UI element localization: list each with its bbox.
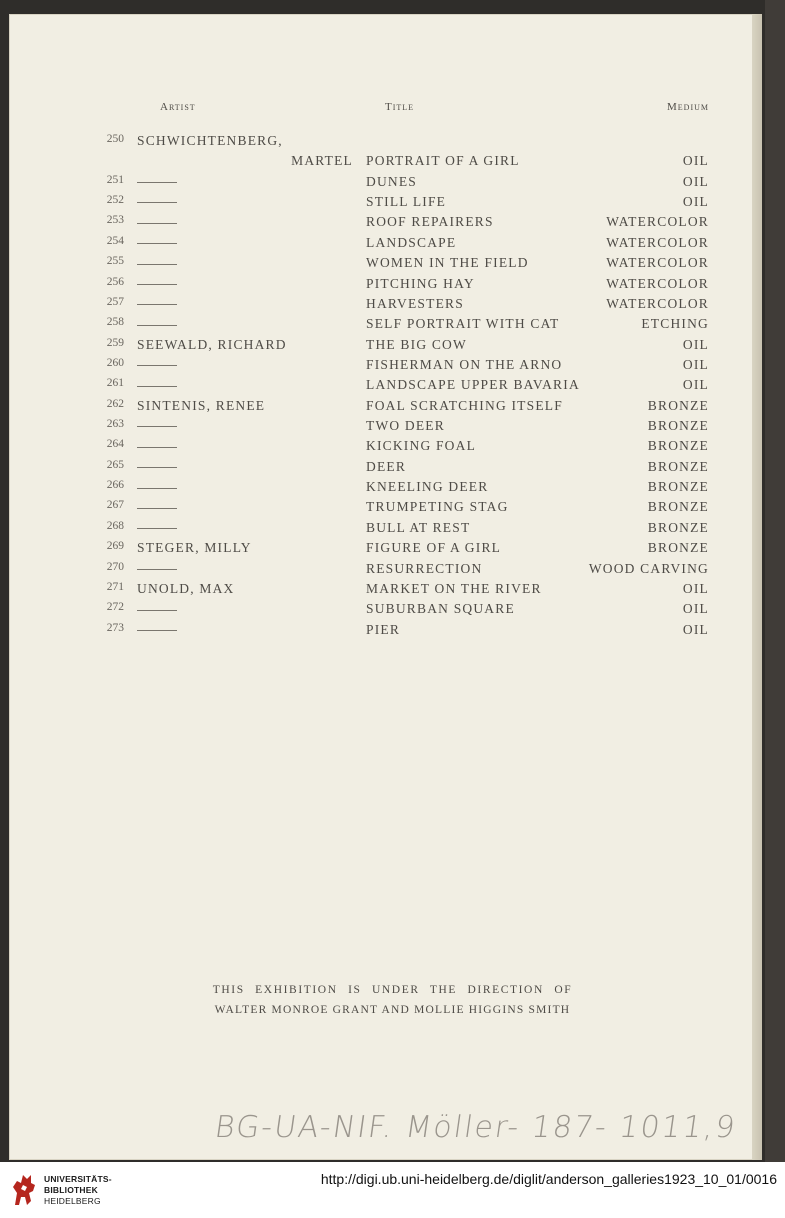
entry-number: 264 bbox=[106, 438, 124, 451]
header-title: Title bbox=[385, 101, 415, 113]
ditto-dash bbox=[137, 276, 177, 292]
entry-title: TWO DEER bbox=[366, 418, 445, 434]
entry-medium: WATERCOLOR bbox=[606, 234, 709, 250]
entry-artist: UNOLD, MAX bbox=[137, 580, 235, 596]
entry-number: 252 bbox=[106, 194, 124, 207]
entry-medium: BRONZE bbox=[647, 499, 709, 515]
list-item bbox=[0, 601, 785, 621]
entry-number: 268 bbox=[106, 519, 124, 532]
list-item bbox=[0, 561, 785, 581]
entry-number: 259 bbox=[106, 336, 124, 349]
entry-title: SUBURBAN SQUARE bbox=[366, 601, 515, 617]
direction-line-1: THIS EXHIBITION IS UNDER THE DIRECTION OF bbox=[212, 984, 573, 996]
list-item bbox=[0, 622, 785, 642]
list-item bbox=[0, 479, 785, 499]
entry-number: 258 bbox=[106, 316, 124, 329]
entry-number: 253 bbox=[106, 214, 124, 227]
entry-number: 266 bbox=[106, 479, 124, 492]
handwritten-shelfmark: BG-UA-NIF. Möller- 187- 1011,9 bbox=[212, 1110, 739, 1145]
entry-medium: BRONZE bbox=[647, 418, 709, 434]
entry-medium: OIL bbox=[682, 153, 709, 169]
entry-number: 271 bbox=[106, 580, 124, 593]
entry-artist: SCHWICHTENBERG, bbox=[137, 133, 283, 148]
entry-number: 250 bbox=[106, 133, 124, 145]
ditto-dash bbox=[137, 601, 177, 617]
entry-title: SELF PORTRAIT WITH CAT bbox=[366, 316, 560, 332]
entry-number: 273 bbox=[106, 621, 124, 634]
entry-medium: WATERCOLOR bbox=[606, 255, 709, 271]
entry-title: WOMEN IN THE FIELD bbox=[366, 255, 529, 271]
entry-medium: WATERCOLOR bbox=[606, 275, 709, 291]
entry-number: 262 bbox=[106, 397, 124, 410]
entry-title: RESURRECTION bbox=[366, 560, 483, 576]
header-artist: Artist bbox=[160, 101, 196, 113]
entry-medium: ETCHING bbox=[641, 316, 709, 332]
ditto-dash bbox=[137, 622, 177, 638]
entry-medium: OIL bbox=[682, 621, 709, 637]
list-item bbox=[0, 174, 785, 194]
entry-title: FOAL SCRATCHING ITSELF bbox=[366, 397, 563, 413]
entry-title: FIGURE OF A GIRL bbox=[366, 540, 502, 556]
entry-title: KNEELING DEER bbox=[366, 479, 489, 495]
list-item bbox=[0, 459, 785, 479]
list-item bbox=[0, 418, 785, 438]
entry-number: 260 bbox=[106, 356, 124, 369]
entry-number: 265 bbox=[106, 458, 124, 471]
ditto-dash bbox=[137, 438, 177, 454]
list-item bbox=[0, 540, 785, 560]
list-item bbox=[0, 499, 785, 519]
entry-number: 269 bbox=[106, 540, 124, 553]
list-item bbox=[0, 255, 785, 275]
entry-number: 254 bbox=[106, 234, 124, 247]
entry-title: KICKING FOAL bbox=[366, 438, 477, 454]
entry-title: LANDSCAPE UPPER BAVARIA bbox=[366, 377, 580, 393]
entry-number: 272 bbox=[106, 601, 124, 614]
entry-medium: WOOD CARVING bbox=[588, 560, 709, 576]
entry-title: PIER bbox=[366, 621, 401, 637]
entry-medium: BRONZE bbox=[647, 438, 709, 454]
entry-title: TRUMPETING STAG bbox=[366, 499, 509, 515]
list-item bbox=[0, 153, 785, 173]
ditto-dash bbox=[137, 499, 177, 515]
list-item bbox=[0, 337, 785, 357]
entry-medium: WATERCOLOR bbox=[606, 214, 709, 230]
logo-text-line-1: UNIVERSITÄTS- bbox=[44, 1174, 112, 1184]
entry-artist: STEGER, MILLY bbox=[137, 540, 252, 556]
ditto-dash bbox=[137, 174, 177, 190]
logo-text-line-3: HEIDELBERG bbox=[44, 1196, 101, 1206]
entry-title: PORTRAIT OF A GIRL bbox=[366, 153, 520, 169]
list-item bbox=[0, 581, 785, 601]
list-item bbox=[0, 316, 785, 336]
entry-artist: SINTENIS, RENEE bbox=[137, 397, 266, 413]
entry-medium: OIL bbox=[682, 601, 709, 617]
entry-medium: OIL bbox=[682, 356, 709, 372]
list-item bbox=[0, 438, 785, 458]
list-item bbox=[0, 296, 785, 316]
heidelberg-library-lion-logo-icon[interactable] bbox=[7, 1171, 41, 1209]
entry-medium: WATERCOLOR bbox=[606, 295, 709, 311]
entry-medium: BRONZE bbox=[647, 458, 709, 474]
list-item bbox=[0, 133, 785, 153]
ditto-dash bbox=[137, 214, 177, 230]
logo-text-line-2: BIBLIOTHEK bbox=[44, 1185, 98, 1195]
ditto-dash bbox=[137, 194, 177, 210]
ditto-dash bbox=[137, 561, 177, 577]
entry-title: FISHERMAN ON THE ARNO bbox=[366, 356, 563, 372]
entry-medium: BRONZE bbox=[647, 397, 709, 413]
list-item bbox=[0, 377, 785, 397]
entry-title: THE BIG COW bbox=[366, 336, 467, 352]
ditto-dash bbox=[137, 357, 177, 373]
ditto-dash bbox=[137, 459, 177, 475]
ditto-dash bbox=[137, 479, 177, 495]
entry-artist-continued: MARTEL bbox=[291, 153, 353, 169]
list-item bbox=[0, 214, 785, 234]
entry-title: HARVESTERS bbox=[366, 295, 464, 311]
entry-title: LANDSCAPE bbox=[366, 234, 457, 250]
list-item bbox=[0, 398, 785, 418]
entry-title: MARKET ON THE RIVER bbox=[366, 580, 542, 596]
entry-number: 270 bbox=[106, 560, 124, 573]
entry-number: 263 bbox=[106, 418, 124, 431]
entry-medium: BRONZE bbox=[647, 479, 709, 495]
entry-title: STILL LIFE bbox=[366, 194, 447, 210]
entry-medium: OIL bbox=[682, 173, 709, 189]
entry-artist: SEEWALD, RICHARD bbox=[137, 336, 287, 352]
list-item bbox=[0, 520, 785, 540]
entry-title: ROOF REPAIRERS bbox=[366, 214, 494, 230]
direction-line-2: WALTER MONROE GRANT AND MOLLIE HIGGINS SMITH bbox=[214, 1004, 571, 1016]
entry-medium: OIL bbox=[682, 580, 709, 596]
entry-medium: OIL bbox=[682, 194, 709, 210]
entry-number: 261 bbox=[106, 377, 124, 390]
ditto-dash bbox=[137, 316, 177, 332]
entry-title: PITCHING HAY bbox=[366, 275, 475, 291]
ditto-dash bbox=[137, 296, 177, 312]
entry-number: 256 bbox=[106, 275, 124, 288]
list-item bbox=[0, 235, 785, 255]
permalink-url[interactable]: http://digi.ub.uni-heidelberg.de/diglit/anderson_galleries1923_10_01/0016 bbox=[320, 1171, 777, 1187]
ditto-dash bbox=[137, 418, 177, 434]
list-item bbox=[0, 357, 785, 377]
entry-title: DEER bbox=[366, 458, 407, 474]
ditto-dash bbox=[137, 235, 177, 251]
entry-title: BULL AT REST bbox=[366, 519, 471, 535]
entry-number: 267 bbox=[106, 499, 124, 512]
entry-medium: OIL bbox=[682, 377, 709, 393]
entry-number: 251 bbox=[106, 173, 124, 186]
entry-number: 255 bbox=[106, 255, 124, 268]
list-item bbox=[0, 276, 785, 296]
ditto-dash bbox=[137, 255, 177, 271]
entry-medium: BRONZE bbox=[647, 540, 709, 556]
ditto-dash bbox=[137, 377, 177, 393]
entry-title: DUNES bbox=[366, 173, 418, 189]
header-medium: Medium bbox=[667, 101, 709, 113]
entry-number: 257 bbox=[106, 295, 124, 308]
entry-medium: BRONZE bbox=[647, 519, 709, 535]
entry-medium: OIL bbox=[682, 336, 709, 352]
ditto-dash bbox=[137, 520, 177, 536]
list-item bbox=[0, 194, 785, 214]
viewer-footer bbox=[0, 1162, 785, 1218]
